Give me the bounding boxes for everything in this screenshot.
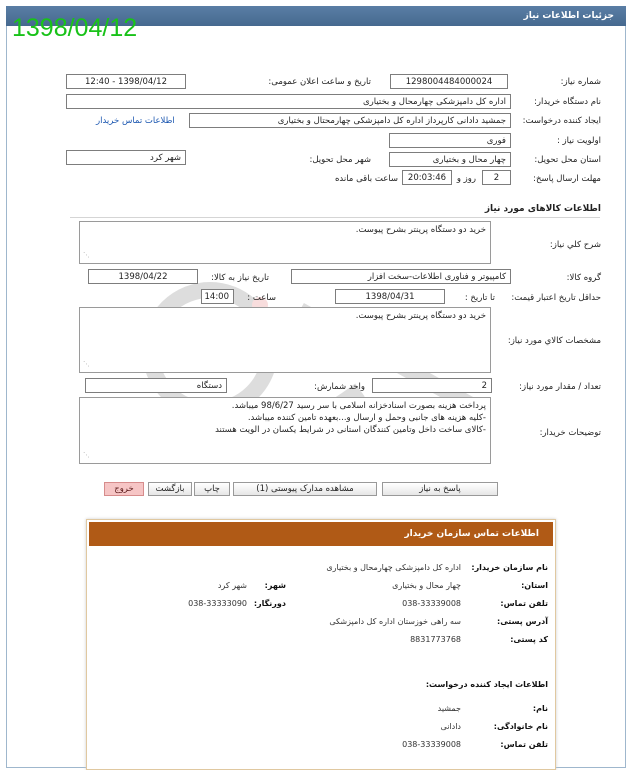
deadline-time-suffix: ساعت باقی مانده [334, 174, 398, 184]
validity-hour-label: ساعت : [247, 293, 276, 303]
priority-label: اولویت نیاز : [556, 136, 601, 146]
announce-date-field: 1398/04/12 - 12:40 [66, 74, 186, 89]
goods-spec-box [79, 307, 491, 373]
general-description-label: شرح کلي نياز: [549, 240, 601, 250]
print-button[interactable]: چاپ [194, 482, 230, 496]
request-creator-label: ایجاد کننده درخواست: [522, 116, 601, 126]
buyer-contact-link[interactable]: اطلاعات تماس خریدار [96, 116, 175, 126]
creator-first-name-label: نام: [532, 704, 548, 713]
creator-phone-label: تلفن تماس: [500, 740, 548, 749]
org-name-value: اداره کل دامپزشکی چهارمحال و بختیاری [326, 563, 461, 572]
response-deadline-label: مهلت ارسال پاسخ: [533, 174, 601, 184]
buyer-name-label: نام دستگاه خریدار: [534, 97, 601, 107]
resize-grip-icon[interactable]: ⋰ [83, 360, 90, 368]
general-description-text: خرید دو دستگاه پرینتر بشرح پیوست. [355, 225, 486, 235]
delivery-province-label: استان محل تحویل: [534, 155, 601, 165]
date-stamp: 1398/04/12 [12, 14, 138, 42]
delivery-city-field: شهر کرد [66, 150, 186, 165]
resize-grip-icon[interactable]: ⋰ [83, 251, 90, 259]
buyer-notes-line: پرداخت هزینه بصورت اسنادخزانه اسلامی با سر رسید 98/6/27 میباشد. [231, 401, 486, 411]
postal-address-value: سه راهی خوزستان اداره کل دامپزشکی [329, 617, 461, 626]
goods-section-title: اطلاعات کالاهای مورد نیاز [484, 204, 601, 214]
postal-code-label: کد پستی: [510, 635, 548, 644]
creator-first-name-value: جمشید [437, 704, 461, 713]
need-number-field: 1298004484000024 [390, 74, 508, 89]
exit-button[interactable]: خروج [104, 482, 144, 496]
section-divider [70, 217, 600, 218]
count-unit-label: واحد شمارش: [314, 382, 365, 392]
until-date-label: تا تاریخ : [464, 293, 495, 303]
goods-spec-text: خرید دو دستگاه پرینتر بشرح پیوست. [355, 311, 486, 321]
goods-group-field: کامپیوتر و فناوری اطلاعات-سخت افزار [291, 269, 511, 284]
delivery-city-label: شهر محل تحویل: [309, 155, 371, 165]
view-attachments-button[interactable]: مشاهده مدارک پیوستی (1) [233, 482, 377, 496]
reply-button[interactable]: پاسخ به نیاز [382, 482, 498, 496]
postal-address-label: آدرس پستی: [497, 617, 548, 626]
back-button[interactable]: بازگشت [148, 482, 192, 496]
delivery-province-field: چهار محال و بختیاری [389, 152, 511, 167]
need-date-label: تاریخ نیاز به کالا: [211, 273, 269, 283]
contact-province-value: چهار محال و بختیاری [392, 581, 461, 590]
count-unit-field: دستگاه [85, 378, 227, 393]
creator-last-name-value: دادانی [440, 722, 461, 731]
until-date-field: 1398/04/31 [335, 289, 445, 304]
need-date-field: 1398/04/22 [88, 269, 198, 284]
need-number-label: شماره نیاز: [560, 77, 601, 87]
page-title: جزئیات اطلاعات نیاز [6, 6, 626, 26]
required-quantity-label: تعداد / مقدار مورد نیاز: [519, 382, 601, 392]
deadline-time-field: 20:03:46 [402, 170, 452, 185]
creator-info-title: اطلاعات ایجاد کننده درخواست: [425, 680, 548, 689]
org-name-label: نام سازمان خریدار: [471, 563, 548, 572]
contact-city-value: شهر کرد [217, 581, 247, 590]
creator-last-name-label: نام خانوادگی: [493, 722, 548, 731]
deadline-days-field: 2 [482, 170, 511, 185]
contact-city-label: شهر: [264, 581, 286, 590]
contact-phone-value: 038-33339008 [402, 599, 461, 608]
general-description-box [79, 221, 491, 264]
fax-value: 038-33333090 [188, 599, 247, 608]
contact-card-title: اطلاعات تماس سازمان خریدار [89, 522, 553, 546]
announce-date-label: تاریخ و ساعت اعلان عمومی: [268, 77, 371, 87]
buyer-notes-label: توضیحات خریدار: [539, 428, 601, 438]
fax-label: دورنگار: [253, 599, 286, 608]
goods-group-label: گروه کالا: [566, 273, 601, 283]
validity-hour-field: 14:00 [201, 289, 234, 304]
deadline-days-suffix: روز و [456, 174, 476, 184]
postal-code-value: 8831773768 [410, 635, 461, 644]
creator-phone-value: 038-33339008 [402, 740, 461, 749]
request-creator-field: جمشید دادانی کارپرداز اداره کل دامپزشکی چهارمحتال و بختیاری [189, 113, 511, 128]
price-validity-label: حداقل تاریخ اعتبار قیمت: [511, 293, 601, 303]
priority-field: فوری [389, 133, 511, 148]
buyer-contact-card [86, 519, 556, 770]
buyer-name-field: اداره کل دامپزشکی چهارمحال و بختیاری [66, 94, 511, 109]
required-quantity-field: 2 [372, 378, 492, 393]
buyer-notes-line: -کلیه هزینه های جانبی وحمل و ارسال و...بعهده تامین کننده میباشد. [247, 413, 486, 423]
goods-spec-label: مشخصات کالاي مورد نياز: [507, 336, 601, 346]
buyer-notes-line: -کالای ساخت داخل وتامین کنندگان استانی در شرایط یکسان در الویت هستند [215, 425, 486, 435]
contact-province-label: استان: [521, 581, 548, 590]
contact-phone-label: تلفن تماس: [500, 599, 548, 608]
resize-grip-icon[interactable]: ⋰ [83, 451, 90, 459]
buyer-notes-box [79, 397, 491, 464]
